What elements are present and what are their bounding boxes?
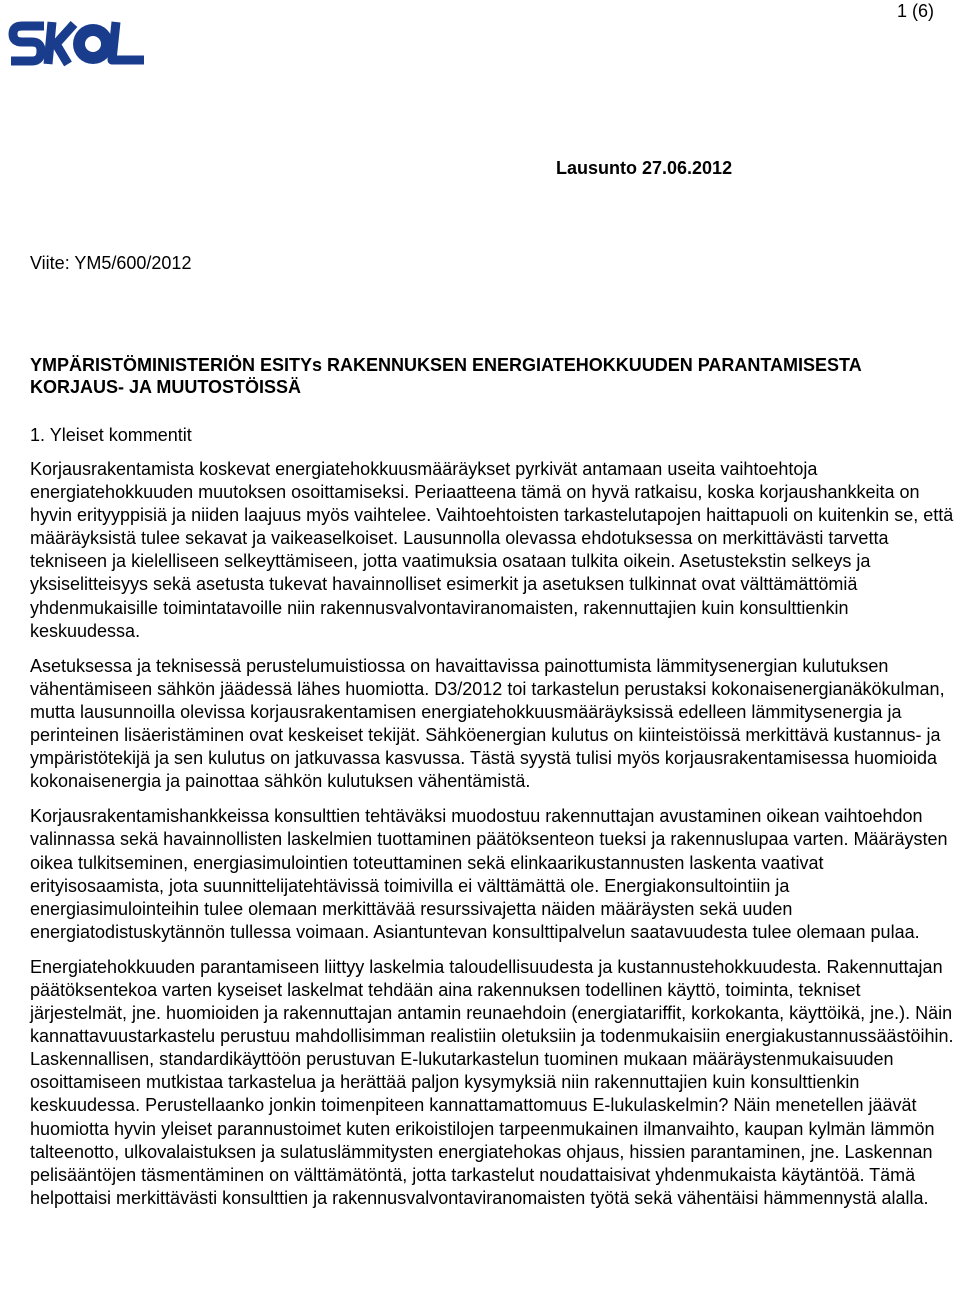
- statement-date: Lausunto 27.06.2012: [556, 158, 733, 178]
- page-number: 1 (6): [896, 1, 934, 21]
- reference-number: Viite: YM5/600/2012: [30, 253, 192, 273]
- document-title: YMPÄRISTÖMINISTERIÖN ESITYs RAKENNUKSEN ENERGIATEHOKKUUDEN PARANTAMISESTA KORJAUS- JA MUUTOSTÖISSÄ: [30, 355, 862, 397]
- paragraph: Energiatehokkuuden parantamiseen liittyy laskelmia taloudellisuudesta ja kustannustehokkuudesta. Rakennuttajan päätöksentekoa varten kyseiset laskelmat tehdään aina rakennuksen todellinen käyttö, toiminta, tekniset järjestelmät, jne. huomioiden ja rakennuttajan antamin reunaehdoin (energiatariffit, korkokanta, käyttöikä, jne.). Näin kannattavuustarkastelu perustuu mahdollisimman realistiin oletuksiin ja todenmukaisiin energiakustannussäästöihin. Laskennallisen, standardikäyttöön perustuvan E-lukutarkastelun tuominen mukaan määräystenmukaisuuden osoittamiseen mutkistaa tarkastelua ja herättää paljon kysymyksiä niin rakennuttajien kuin konsulttienkin keskuudessa. Perustellaanko jonkin toimenpiteen kannattamattomuus E-lukulaskelmin? Näin menetellen jäävät huomiotta hyvin yleiset parannustoimet kuten erikoistilojen tarpeenmukainen ilmanvaihto, kaupan kylmän lämmön talteenotto, ulkovalaistuksen ja sulatuslämmitysten energiatehokas ohjaus, hissien parantaminen, jne. Laskennan pelisääntöjen täsmentäminen on välttämätöntä, jotta tarkastelut noudattaisivat yhdenmukaista käytäntöä. Tämä helpottaisi merkittävästi konsulttien ja rakennusvalvontaviranomaisten työtä sekä vähentäisi hämmennystä alalla.: [30, 956, 954, 1208]
- paragraph: Asetuksessa ja teknisessä perustelumuistiossa on havaittavissa painottumista lämmitysenergian kulutuksen vähentämiseen sähkön jäädessä lähes huomiotta. D3/2012 toi tarkastelun perustaksi kokonaisenergianäkökulman, mutta lausunnoilla olevissa korjausrakentamisen energiatehokkuusmääräyksissä edelleen lämmitysenergia ja perinteinen lisäeristäminen ovat keskeiset tekijät. Sähköenergian kulutus on kiinteistöissä merkittävä kustannus- ja ympäristötekijä ja sen kulutus on jatkuvassa kasvussa. Tästä syystä tulisi myös korjausrakentamisessa huomioida kokonaisenergia ja painottaa sähkön kulutuksen vähentämistä.: [30, 655, 945, 792]
- section-body: [30, 458, 956, 1222]
- paragraph: Korjausrakentamista koskevat energiatehokkuusmääräykset pyrkivät antamaan useita vaihtoehtoja energiatehokkuuden muutoksen osoittamiseksi. Periaatteena tämä on hyvä ratkaisu, koska korjaushankkeita on hyvin erityyppisiä ja niiden laajuus myös vaihtelee. Vaihtoehtoisten tarkastelutapojen haittapuoli on kuitenkin se, että määräyksistä tulee sekavat ja vaikeaselkoiset. Lausunnolla olevassa ehdotuksessa on merkittävästi tarvetta tekniseen ja kielelliseen selkeyttämiseen, jotta vaatimuksia osataan tulkita oikein. Asetustekstin selkeys ja yksiselitteisyys sekä asetusta tukevat havainnolliset esimerkit ja asetuksen tulkinnat ovat välttämättömiä yhdenmukaisille toimintatavoille niin rakennusvalvontaviranomaisten, rakennuttajien kuin konsulttienkin keskuudessa.: [30, 459, 954, 641]
- skol-logo-graphic: [8, 18, 148, 70]
- paragraph: Korjausrakentamishankkeissa konsulttien tehtäväksi muodostuu rakennuttajan avustaminen oikean vaihtoehdon valinnassa sekä havainnollisten laskelmien tuottaminen päätöksenteon tueksi ja rakennuslupaa varten. Määräysten oikea tulkitseminen, energiasimulointien toteuttaminen sekä elinkaarikustannusten laskenta vaativat erityisosaamista, jota suunnittelijatehtävissä toimivilla ei välttämättä ole. Energiakonsultointiin ja energiasimulointeihin tulee olemaan merkittävää resurssivajetta näiden määräysten sekä uuden energiatodistuskytännön tullessa voimaan. Asiantuntevan konsulttipalvelun saatavuudesta tulee olemaan pulaa.: [30, 806, 948, 942]
- skol-logo: [8, 18, 148, 70]
- section-heading: 1. Yleiset kommentit: [30, 425, 192, 445]
